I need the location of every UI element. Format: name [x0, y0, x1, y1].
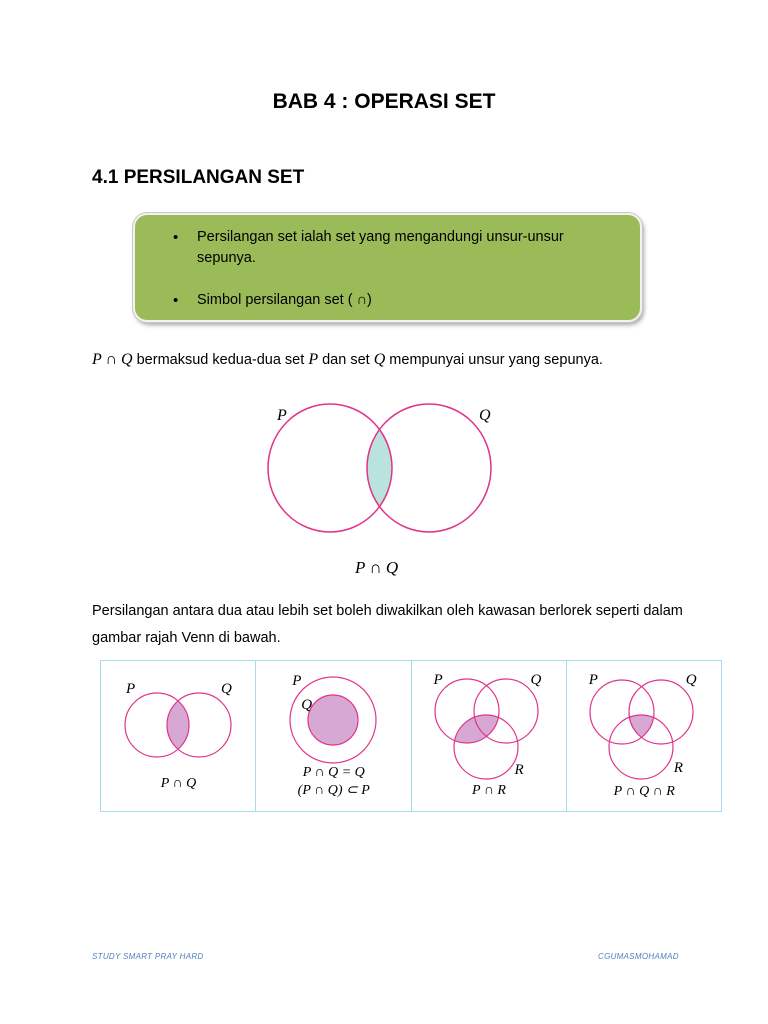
main-venn-caption: P ∩ Q — [355, 558, 399, 577]
label-r: R — [673, 760, 683, 776]
label-q: Q — [221, 681, 232, 697]
label-p: P — [126, 681, 136, 697]
definition-text-b: dan set — [318, 352, 374, 368]
set-p: P — [308, 351, 319, 368]
set-q: Q — [373, 351, 386, 368]
label-q: Q — [479, 407, 491, 424]
label-p: P — [588, 672, 598, 688]
page-title: BAB 4 : OPERASI SET — [272, 90, 496, 113]
label-p: P — [292, 673, 302, 689]
expr-p-and-q: P ∩ Q — [92, 351, 133, 368]
panel-p-and-q — [101, 661, 256, 811]
footer-left: STUDY SMART PRAY HARD — [92, 952, 204, 961]
circle-q-shaded — [308, 695, 358, 745]
label-r: R — [514, 762, 524, 778]
bullet-symbol: • Simbol persilangan set ( ∩) — [197, 290, 617, 311]
caption: P ∩ Q — [160, 776, 197, 791]
bullet-definition: • Persilangan set ialah set yang mengandungi unsur-unsur sepunya. — [197, 227, 617, 269]
label-q: Q — [530, 672, 542, 688]
circle-q — [629, 680, 693, 744]
caption: P ∩ Q ∩ R — [613, 784, 675, 799]
definition-text-c: mempunyai unsur yang sepunya. — [385, 352, 603, 368]
definition-text-a: bermaksud kedua-dua set — [132, 352, 309, 368]
panel-p-and-q-and-r — [567, 661, 721, 811]
label-q: Q — [685, 672, 697, 688]
label-p: P — [277, 407, 287, 424]
panel-q-subset-p — [256, 661, 411, 811]
caption-line-1: P ∩ Q = Q — [302, 765, 365, 780]
intro-paragraph: Persilangan antara dua atau lebih set boleh diwakilkan oleh kawasan berlorek seperti dalam gambar rajah Venn di bawah. — [92, 603, 683, 646]
caption-line-2: (P ∩ Q) ⊂ P — [297, 783, 370, 798]
label-p: P — [433, 672, 443, 688]
panel-p-and-r — [412, 661, 567, 811]
venn-diagram-main — [255, 395, 515, 555]
venn-examples-table — [100, 660, 722, 812]
footer-right: CGUMASMOHAMAD — [598, 952, 679, 961]
circle-q — [474, 679, 538, 743]
definition-paragraph — [92, 351, 603, 369]
section-heading: 4.1 PERSILANGAN SET — [92, 167, 305, 188]
label-q: Q — [301, 697, 313, 713]
info-box — [133, 213, 642, 322]
caption: P ∩ R — [472, 783, 506, 798]
circle-p — [590, 680, 654, 744]
